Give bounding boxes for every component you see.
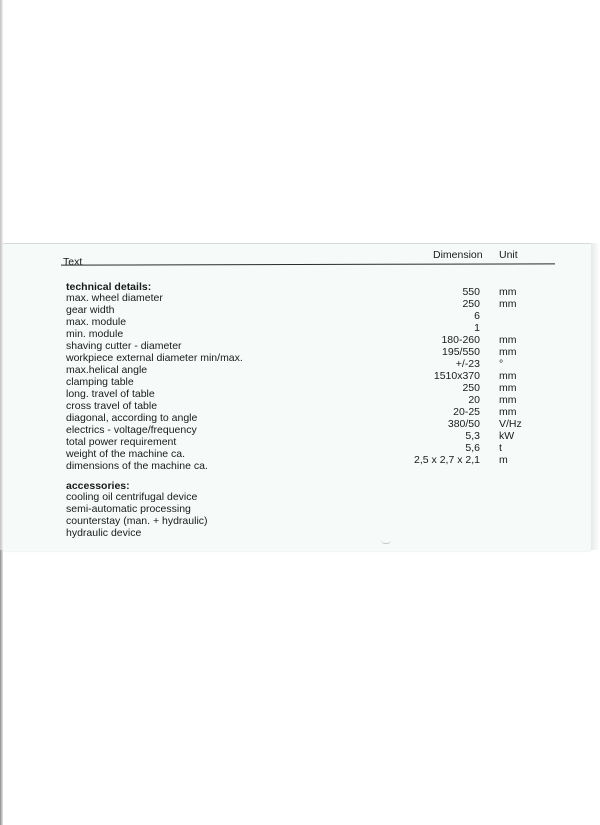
spec-unit: V/Hz bbox=[499, 418, 522, 430]
spec-label: min. module bbox=[66, 328, 124, 340]
spec-label: max. wheel diameter bbox=[66, 292, 163, 304]
spec-label: electrics - voltage/frequency bbox=[66, 424, 197, 436]
spec-sheet bbox=[3, 243, 591, 551]
spec-value: 250 bbox=[462, 298, 480, 310]
accessory-item: semi-automatic processing bbox=[66, 503, 191, 515]
spec-unit: m bbox=[499, 454, 508, 466]
header-rule bbox=[61, 263, 555, 265]
spec-value: 380/50 bbox=[447, 418, 480, 430]
sheet-edge bbox=[591, 243, 600, 550]
spec-value: 1 bbox=[474, 322, 480, 334]
spec-unit: mm bbox=[499, 298, 517, 310]
spec-label: max. module bbox=[66, 316, 127, 328]
spec-unit: mm bbox=[499, 394, 517, 406]
header-unit: Unit bbox=[499, 249, 518, 261]
spec-unit: ° bbox=[499, 358, 504, 370]
accessory-item: counterstay (man. + hydraulic) bbox=[66, 515, 208, 527]
spec-value: 195/550 bbox=[442, 346, 480, 358]
spec-value: 180-260 bbox=[441, 334, 480, 346]
spec-value: 550 bbox=[462, 286, 480, 298]
spec-unit: mm bbox=[499, 382, 517, 394]
spec-value: 20 bbox=[468, 394, 480, 406]
spec-label: gear width bbox=[66, 304, 115, 316]
scan-edge-lower bbox=[0, 550, 3, 825]
spec-label: total power requirement bbox=[66, 436, 177, 448]
pen-mark bbox=[381, 540, 391, 544]
spec-value: +/-23 bbox=[455, 358, 480, 370]
spec-unit: mm bbox=[499, 406, 517, 418]
accessory-item: cooling oil centrifugal device bbox=[66, 491, 198, 503]
header-text: Text bbox=[63, 256, 83, 268]
spec-value: 20-25 bbox=[453, 406, 480, 418]
spec-unit: mm bbox=[499, 346, 517, 358]
spec-label: workpiece external diameter min/max. bbox=[66, 352, 243, 364]
technical-details-title: technical details: bbox=[66, 281, 152, 293]
spec-value: 1510x370 bbox=[433, 370, 480, 382]
spec-label: diagonal, according to angle bbox=[66, 412, 198, 424]
spec-unit: kW bbox=[499, 430, 515, 442]
spec-value: 6 bbox=[474, 310, 480, 322]
spec-value: 5,6 bbox=[465, 442, 480, 454]
spec-label: dimensions of the machine ca. bbox=[66, 460, 208, 472]
spec-label: weight of the machine ca. bbox=[66, 448, 186, 460]
spec-value: 2,5 x 2,7 x 2,1 bbox=[414, 454, 480, 466]
spec-label: shaving cutter - diameter bbox=[66, 340, 182, 352]
spec-label: long. travel of table bbox=[66, 388, 155, 400]
accessory-item: hydraulic device bbox=[66, 527, 142, 539]
spec-unit: mm bbox=[499, 286, 517, 298]
accessories-title: accessories: bbox=[66, 480, 130, 492]
spec-label: clamping table bbox=[66, 376, 134, 388]
spec-label: cross travel of table bbox=[66, 400, 158, 412]
header-dimension: Dimension bbox=[433, 249, 483, 261]
spec-value: 250 bbox=[462, 382, 480, 394]
spec-unit: t bbox=[499, 442, 502, 454]
spec-unit: mm bbox=[499, 334, 517, 346]
spec-label: max.helical angle bbox=[66, 364, 148, 376]
spec-unit: mm bbox=[499, 370, 517, 382]
spec-value: 5,3 bbox=[465, 430, 480, 442]
